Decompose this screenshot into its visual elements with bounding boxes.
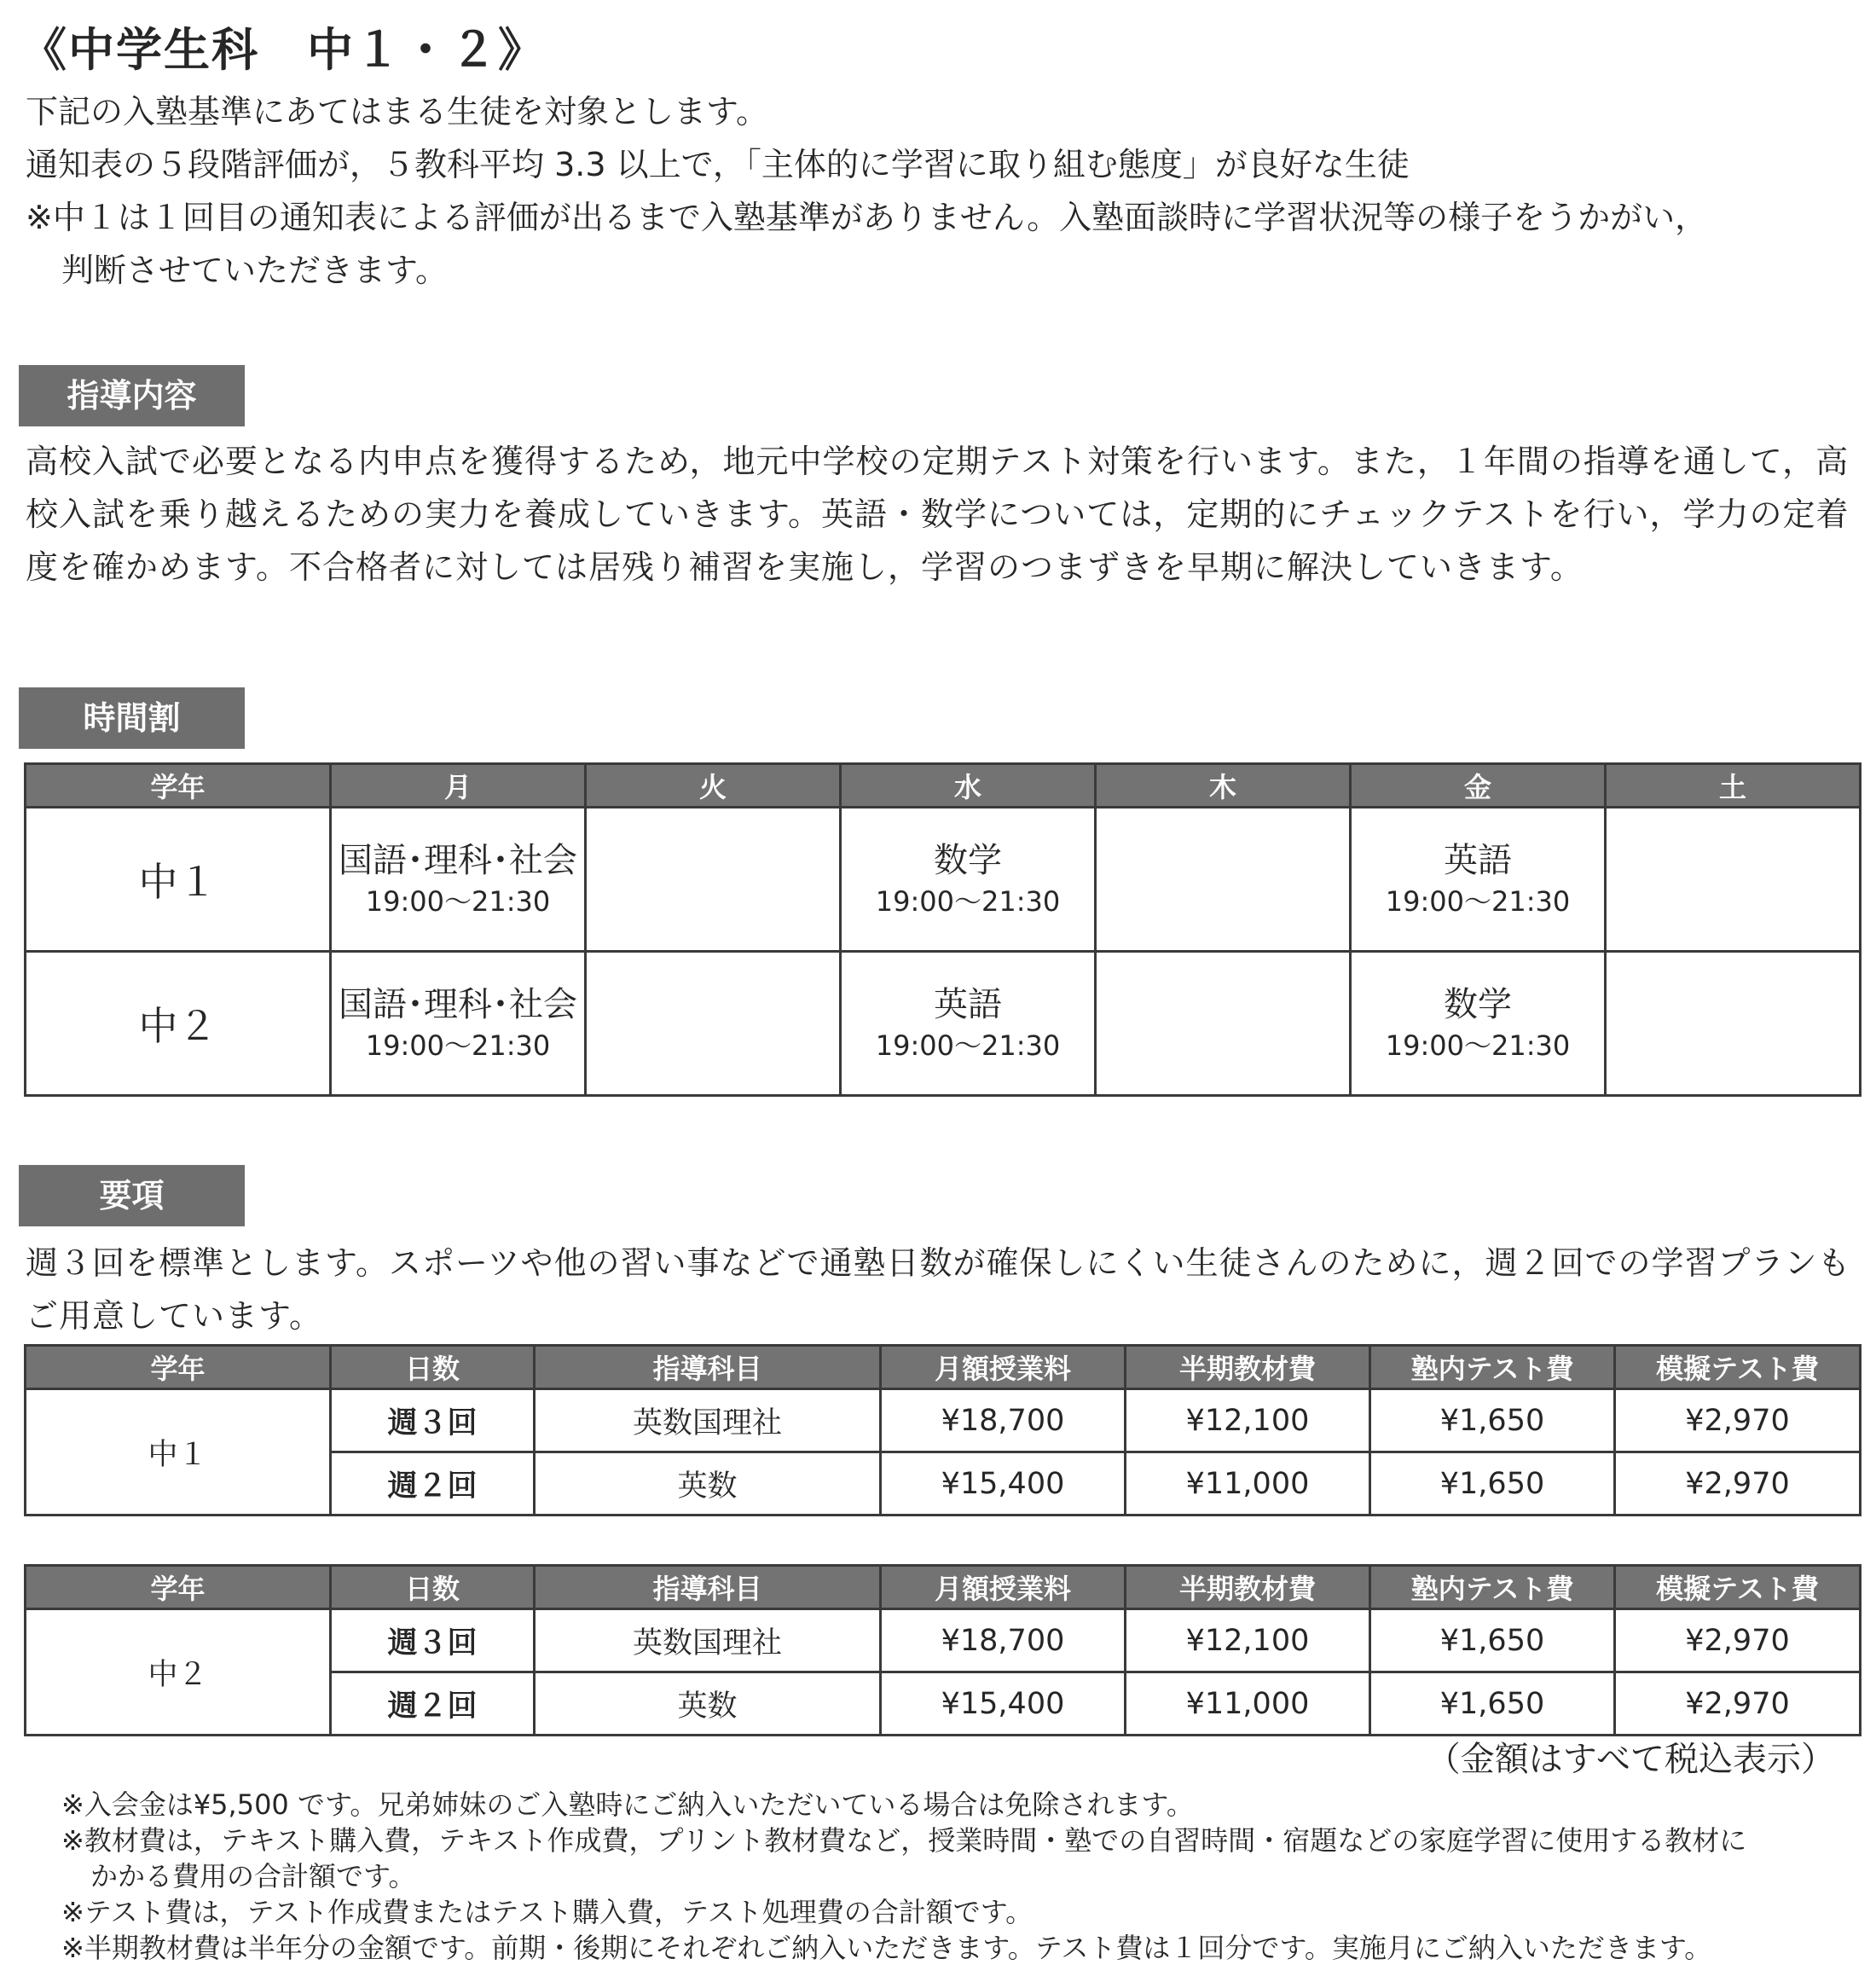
class-subject: 国語･理科･社会 <box>339 841 577 880</box>
class-time: 19:00〜21:30 <box>365 1029 551 1062</box>
column-header: 塾内テスト費 <box>1370 1566 1615 1609</box>
schedule-table <box>24 762 1862 1097</box>
column-header: 模擬テスト費 <box>1615 1566 1861 1609</box>
schedule-cell <box>331 808 586 952</box>
footnote: ※教材費は，テキスト購入費，テキスト作成費，プリント教材費など，授業時間・塾での自習時間・宿題などの家庭学習に使用する教材に <box>61 1824 1747 1857</box>
column-header: 水 <box>841 764 1096 808</box>
fee-header-row <box>26 1346 1861 1389</box>
table-row <box>26 952 1861 1096</box>
mock-test-fee-cell: ¥2,970 <box>1615 1452 1861 1515</box>
intro-line: ※中１は１回目の通知表による評価が出るまで入塾基準がありません。入塾面談時に学習状況等の様子をうかがい， <box>26 199 1708 236</box>
column-header: 模擬テスト費 <box>1615 1346 1861 1389</box>
schedule-cell <box>841 952 1096 1096</box>
column-header: 塾内テスト費 <box>1370 1346 1615 1389</box>
footnote: かかる費用の合計額です。 <box>90 1860 416 1892</box>
column-header: 月額授業料 <box>881 1346 1126 1389</box>
days-cell: 週３回 <box>331 1389 535 1452</box>
column-header: 学年 <box>26 1346 331 1389</box>
footnotes <box>61 1787 1852 1966</box>
class-subject: 数学 <box>934 841 1002 880</box>
column-header: 金 <box>1351 764 1606 808</box>
days-cell: 週２回 <box>331 1452 535 1515</box>
column-header: 学年 <box>26 764 331 808</box>
mock-test-fee-cell: ¥2,970 <box>1615 1609 1861 1672</box>
class-time: 19:00〜21:30 <box>875 1029 1061 1062</box>
subjects-cell: 英数 <box>535 1672 881 1736</box>
fee-table-grade2 <box>24 1564 1862 1736</box>
grade-cell: 中１ <box>26 1389 331 1515</box>
schedule-cell <box>1096 808 1351 952</box>
column-header: 火 <box>586 764 841 808</box>
materials-fee-cell: ¥11,000 <box>1126 1452 1370 1515</box>
grade-cell: 中１ <box>26 808 331 952</box>
internal-test-fee-cell: ¥1,650 <box>1370 1609 1615 1672</box>
page-title: 《中学生科 中１・２》 <box>20 23 546 77</box>
class-subject: 英語 <box>1444 841 1512 880</box>
monthly-fee-cell: ¥18,700 <box>881 1609 1126 1672</box>
footnote: ※テスト費は，テスト作成費またはテスト購入費，テスト処理費の合計額です。 <box>61 1896 1034 1928</box>
schedule-cell <box>1606 952 1861 1096</box>
table-row <box>26 1609 1861 1672</box>
monthly-fee-cell: ¥15,400 <box>881 1452 1126 1515</box>
mock-test-fee-cell: ¥2,970 <box>1615 1672 1861 1736</box>
class-subject: 英語 <box>934 985 1002 1024</box>
intro-line: 下記の入塾基準にあてはまる生徒を対象とします。 <box>26 93 768 130</box>
schedule-cell <box>1606 808 1861 952</box>
class-subject: 国語･理科･社会 <box>339 985 577 1024</box>
guidance-text: 高校入試で必要となる内申点を獲得するため，地元中学校の定期テスト対策を行います。また，１年間の指導を通して，高校入試を乗り越えるための実力を養成していきます。英語・数学については，定期的にチェックテストを行い，学力の定着度を確かめます。不合格者に対しては居残り補習を実施し，学習のつまずきを早期に解決していきます。 <box>26 443 1850 586</box>
column-header: 半期教材費 <box>1126 1346 1370 1389</box>
grade-cell: 中２ <box>26 1609 331 1736</box>
monthly-fee-cell: ¥15,400 <box>881 1672 1126 1736</box>
materials-fee-cell: ¥11,000 <box>1126 1672 1370 1736</box>
outline-text: 週３回を標準とします。スポーツや他の習い事などで通塾日数が確保しにくい生徒さんのために，週２回での学習プランもご用意しています。 <box>26 1244 1851 1335</box>
fee-table-grade1 <box>24 1344 1862 1516</box>
table-row <box>26 808 1861 952</box>
schedule-cell <box>1096 952 1351 1096</box>
column-header: 半期教材費 <box>1126 1566 1370 1609</box>
materials-fee-cell: ¥12,100 <box>1126 1609 1370 1672</box>
section-label-outline: 要項 <box>19 1165 245 1226</box>
subjects-cell: 英数 <box>535 1452 881 1515</box>
column-header: 指導科目 <box>535 1346 881 1389</box>
fee-header-row <box>26 1566 1861 1609</box>
table-row <box>26 1389 1861 1452</box>
column-header: 月額授業料 <box>881 1566 1126 1609</box>
days-cell: 週２回 <box>331 1672 535 1736</box>
class-subject: 数学 <box>1444 985 1512 1024</box>
internal-test-fee-cell: ¥1,650 <box>1370 1672 1615 1736</box>
footnote: ※半期教材費は半年分の金額です。前期・後期にそれぞれご納入いただきます。テスト費は１回分です。実施月にご納入いただきます。 <box>61 1932 1712 1964</box>
schedule-cell <box>1351 952 1606 1096</box>
class-time: 19:00〜21:30 <box>1385 885 1571 918</box>
grade-cell: 中２ <box>26 952 331 1096</box>
schedule-cell <box>841 808 1096 952</box>
column-header: 日数 <box>331 1566 535 1609</box>
section-label-guidance: 指導内容 <box>19 365 245 426</box>
column-header: 日数 <box>331 1346 535 1389</box>
column-header: 指導科目 <box>535 1566 881 1609</box>
class-time: 19:00〜21:30 <box>365 885 551 918</box>
admission-criteria <box>26 85 1859 297</box>
schedule-header-row <box>26 764 1861 808</box>
intro-line: 判断させていただきます。 <box>61 252 448 289</box>
schedule-cell <box>1351 808 1606 952</box>
subjects-cell: 英数国理社 <box>535 1389 881 1452</box>
column-header: 土 <box>1606 764 1861 808</box>
class-time: 19:00〜21:30 <box>1385 1029 1571 1062</box>
column-header: 学年 <box>26 1566 331 1609</box>
tax-note: （金額はすべて税込表示） <box>1426 1740 1835 1779</box>
internal-test-fee-cell: ¥1,650 <box>1370 1452 1615 1515</box>
class-time: 19:00〜21:30 <box>875 885 1061 918</box>
schedule-cell <box>586 808 841 952</box>
column-header: 木 <box>1096 764 1351 808</box>
footnote: ※入会金は¥5,500 です。兄弟姉妹のご入塾時にご納入いただいている場合は免除されます。 <box>61 1788 1194 1821</box>
schedule-cell <box>586 952 841 1096</box>
subjects-cell: 英数国理社 <box>535 1609 881 1672</box>
internal-test-fee-cell: ¥1,650 <box>1370 1389 1615 1452</box>
column-header: 月 <box>331 764 586 808</box>
schedule-cell <box>331 952 586 1096</box>
mock-test-fee-cell: ¥2,970 <box>1615 1389 1861 1452</box>
intro-line: 通知表の５段階評価が，５教科平均 3.3 以上で，「主体的に学習に取り組む態度」が良好な生徒 <box>26 146 1410 183</box>
days-cell: 週３回 <box>331 1609 535 1672</box>
monthly-fee-cell: ¥18,700 <box>881 1389 1126 1452</box>
section-label-schedule: 時間割 <box>19 687 245 749</box>
materials-fee-cell: ¥12,100 <box>1126 1389 1370 1452</box>
